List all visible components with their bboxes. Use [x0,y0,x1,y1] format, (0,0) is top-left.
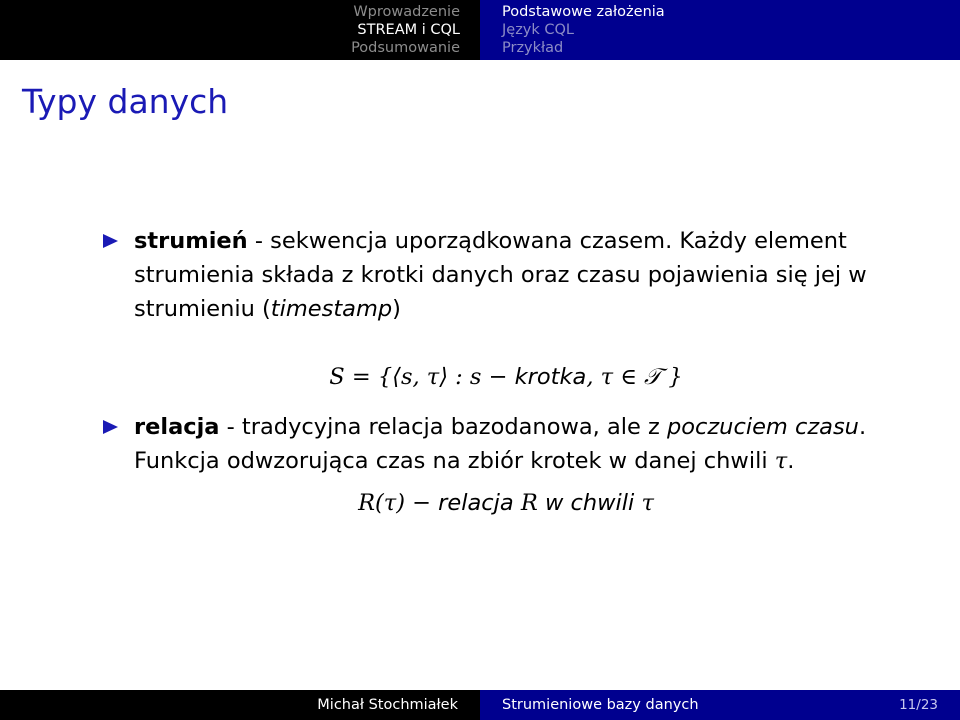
nav-section-stream-cql[interactable]: STREAM i CQL [357,22,460,38]
stream-formula [52,360,960,394]
footer-author: Michał Stochmiałek [317,697,458,713]
formula-word-krotka: krotka [514,364,587,390]
relation-italic-phrase: poczuciem czasu [666,414,859,440]
navigation-bar [0,0,960,60]
nav-subsection-przyklad[interactable]: Przykład [502,40,564,56]
bullet-triangle-icon [103,234,118,248]
relation-formula-word2: w chwili [544,490,635,516]
relation-formula [52,486,960,520]
bullet-relation [0,410,960,478]
formula-vars: s, τ [400,364,440,390]
relation-formula-tau: τ [634,490,654,516]
stream-description: - sekwencja uporządkowana czasem. Każdy element strumienia składa z krotki danych oraz czasu pojawienia się jej w strumieniu ( [134,228,867,322]
relation-formula-lhs: R(τ) − [358,490,439,516]
subsection-navigation [480,0,960,60]
formula-mid: ⟩ : s − [439,364,515,390]
footer-title-box [480,690,960,720]
slide-number: 11/23 [899,697,938,713]
relation-description: - tradycyjna relacja bazodanowa, ale z [219,414,667,440]
stream-description-close: ) [392,296,401,322]
bullet-stream [0,224,960,326]
relation-formula-word1: relacja [438,490,514,516]
term-strumien: strumień [134,228,248,254]
nav-subsection-podstawowe[interactable]: Podstawowe założenia [502,4,665,20]
slide-content [0,224,960,520]
relation-description-2: . Funkcja odwzorująca czas na zbiór krotek w danej chwili [134,414,867,474]
section-navigation [0,0,480,60]
footer-title: Strumieniowe bazy danych [502,697,699,713]
footer-author-box [0,690,480,720]
nav-section-wprowadzenie[interactable]: Wprowadzenie [353,4,460,20]
relation-end: . [787,448,795,474]
formula-lhs: S = {⟨ [329,364,401,390]
nav-section-podsumowanie[interactable]: Podsumowanie [351,40,460,56]
relation-formula-var: R [513,490,545,516]
nav-subsection-jezyk-cql[interactable]: Język CQL [502,22,575,38]
relation-tau: τ [774,448,788,474]
term-relacja: relacja [134,414,220,440]
formula-rhs: , τ ∈ 𝒯 } [586,364,683,390]
timestamp-term: timestamp [270,296,393,322]
footer-bar [0,690,960,720]
bullet-triangle-icon [103,420,118,434]
slide-title: Typy danych [22,82,229,121]
